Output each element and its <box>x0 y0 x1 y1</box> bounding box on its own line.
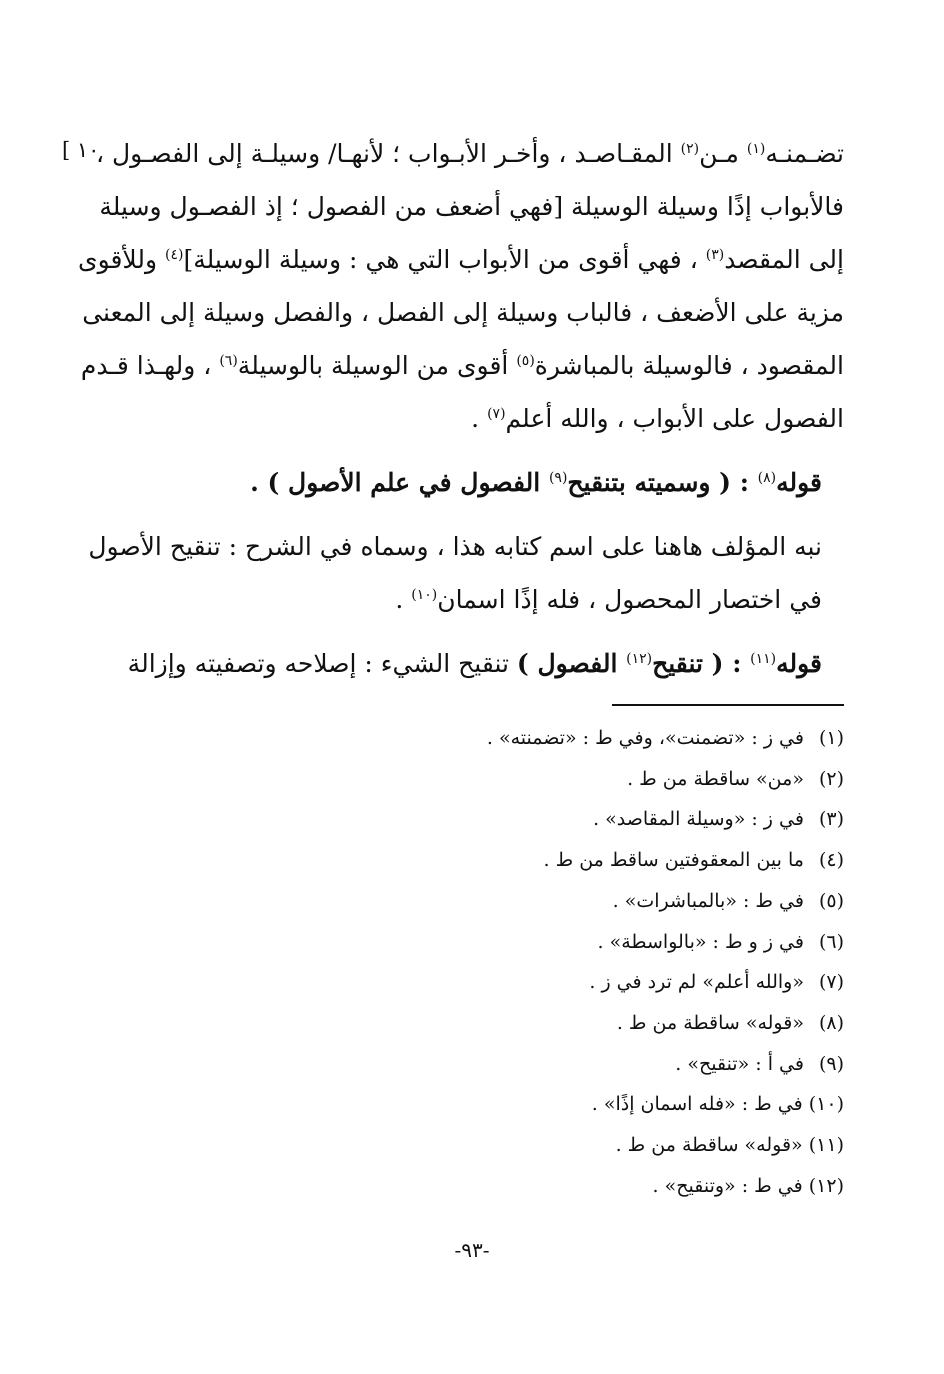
footnote-ref[interactable]: (٩) <box>548 470 568 486</box>
text-line <box>120 392 844 445</box>
footnote-text: «والله أعلم» لم ترد في ز . <box>589 971 804 994</box>
footnote-number: (٥) <box>818 889 844 912</box>
footnote-item <box>124 1084 844 1125</box>
footnote-ref[interactable]: (١٢) <box>626 651 653 667</box>
text-line <box>80 339 844 392</box>
quoted-text: الفصول في علم الأصول ) . <box>250 468 549 497</box>
footnote-number: (١٢) <box>808 1174 844 1197</box>
text-run: أقوى من الوسيلة بالوسيلة <box>237 351 517 380</box>
footnote-number: (٢) <box>818 767 844 790</box>
text-run: ، ولهـذا قـدم <box>80 351 220 380</box>
footnote-number: (٤) <box>818 849 844 872</box>
footnote-number: (١١) <box>808 1134 844 1157</box>
footnote-item <box>124 881 844 922</box>
footnote-text: في ط : «فله اسمان إذًا» . <box>591 1093 803 1116</box>
footnote-ref[interactable]: (٤) <box>165 247 184 263</box>
text-line <box>96 127 844 180</box>
footnote-item <box>124 922 844 963</box>
text-line: فالأبواب إذًا وسيلة الوسيلة [فهي أضعف من الفصول ؛ إذ الفصـول وسيلة <box>99 192 844 221</box>
text-run: . <box>471 404 488 433</box>
text-run: المقصود ، فالوسيلة بالمباشرة <box>534 351 844 380</box>
paragraph-2-quote <box>120 456 844 509</box>
paragraph-4-quote <box>120 637 844 690</box>
text-run: تنقيح الشيء : إصلاحه وتصفيته وإزالة <box>127 649 517 678</box>
footnote-ref[interactable]: (٨) <box>757 470 777 486</box>
footnote-text: «قوله» ساقطة من ط . <box>615 1134 803 1157</box>
footnote-item <box>124 718 844 759</box>
footnote-item <box>124 840 844 881</box>
text-run: تضـمنـه <box>765 139 844 168</box>
text-run: المقـاصـد ، وأخـر الأبـواب ؛ لأنهـا/ وسيلـة إلى الفصـول ، <box>96 139 681 168</box>
footnote-ref[interactable]: (٦) <box>219 353 238 369</box>
text-run: . <box>395 585 412 614</box>
footnote-number: (٨) <box>818 1011 844 1034</box>
footnote-text: في ط : «وتنقيح» . <box>652 1174 803 1197</box>
text-line <box>120 573 844 626</box>
text-line: مزية على الأضعف ، فالباب وسيلة إلى الفصل ، والفصل وسيلة إلى المعنى <box>82 298 844 327</box>
main-text <box>78 127 844 690</box>
footnote-item <box>124 799 844 840</box>
text-run: مـن <box>699 139 747 168</box>
footnote-item <box>124 1125 844 1166</box>
footnote-ref[interactable]: (١٠) <box>411 587 438 603</box>
footnote-text: في ط : «بالمباشرات» . <box>612 889 804 912</box>
footnote-number: (٣) <box>818 808 844 831</box>
footnote-item <box>124 1166 844 1207</box>
page-number: -٩٣- <box>454 1238 490 1262</box>
footnote-text: «من» ساقطة من ط . <box>627 767 804 790</box>
footnote-separator <box>612 704 844 706</box>
footnote-number: (٧) <box>818 971 844 994</box>
footnote-ref[interactable]: (١) <box>746 141 766 157</box>
footnote-ref[interactable]: (٧) <box>487 406 506 422</box>
footnote-number: (٦) <box>818 930 844 953</box>
text-run: الفصول على الأبواب ، والله أعلم <box>505 404 844 433</box>
footnote-ref[interactable]: (٥) <box>516 353 535 369</box>
quoted-text: الفصول ) <box>516 649 627 678</box>
margin-folio-note: [ ١٠ <box>62 138 100 162</box>
footnote-item <box>124 759 844 800</box>
footnote-number: (٩) <box>818 1052 844 1075</box>
text-line <box>120 637 844 690</box>
footnote-ref[interactable]: (٢) <box>680 141 700 157</box>
quoted-text: : ( تنقيح <box>652 649 751 678</box>
text-line <box>78 233 844 286</box>
quoted-text: : ( وسميته بتنقيح <box>567 468 758 497</box>
text-run: ، فهي أقوى من الأبواب التي هي : وسيلة الوسيلة] <box>183 245 706 274</box>
footnote-item <box>124 1003 844 1044</box>
quote-lead: قوله <box>776 468 822 497</box>
quote-lead: قوله <box>776 649 822 678</box>
footnote-text: ما بين المعقوفتين ساقط من ط . <box>543 849 804 872</box>
paragraph-3 <box>88 520 844 626</box>
footnote-ref[interactable]: (٣) <box>705 247 725 263</box>
footnote-number: (١٠) <box>808 1093 844 1116</box>
footnote-text: في ز : «وسيلة المقاصد» . <box>593 808 804 831</box>
footnote-ref[interactable]: (١١) <box>750 651 777 667</box>
footnote-text: في ز و ط : «بالواسطة» . <box>597 930 804 953</box>
footnote-text: في أ : «تنقيح» . <box>675 1052 804 1075</box>
text-line <box>120 456 844 509</box>
text-run: وللأقوى <box>78 245 165 274</box>
footnote-text: في ز : «تضمنت»، وفي ط : «تضمنته» . <box>486 727 804 749</box>
text-run: في اختصار المحصول ، فله إذًا اسمان <box>437 585 822 614</box>
text-run: إلى المقصد <box>724 245 844 274</box>
footnote-text: «قوله» ساقطة من ط . <box>616 1011 804 1034</box>
footnote-number: (١) <box>818 727 844 749</box>
footnote-item <box>124 1044 844 1085</box>
footnote-item <box>124 962 844 1003</box>
footnotes-list <box>124 718 844 1206</box>
text-line: نبه المؤلف هاهنا على اسم كتابه هذا ، وسماه في الشرح : تنقيح الأصول <box>88 532 822 561</box>
